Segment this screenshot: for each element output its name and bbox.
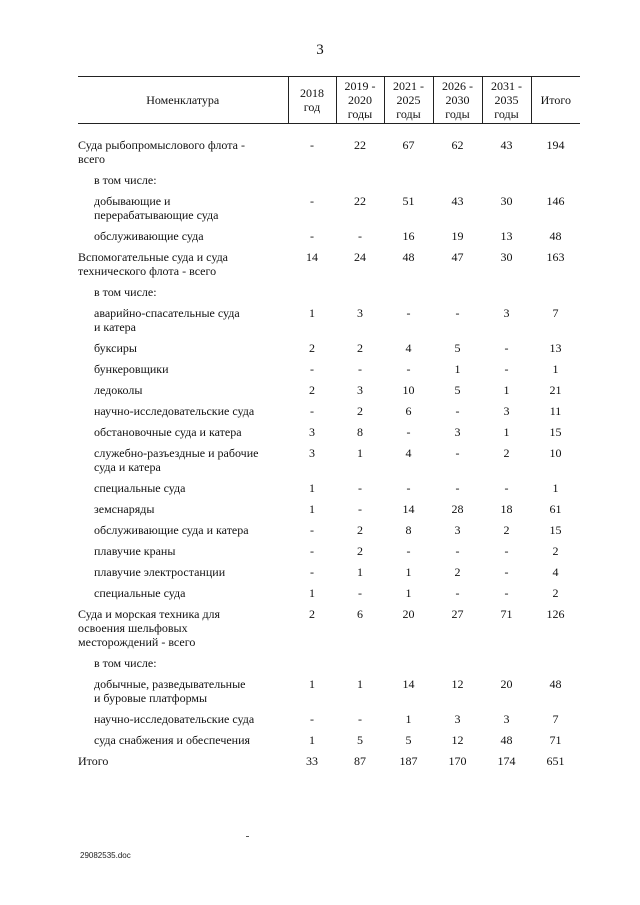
table-header-row [78,77,580,124]
document-id: 29082535.doc [80,851,131,860]
stray-mark [246,836,249,837]
table-row [78,586,580,607]
row-value: - [455,306,460,320]
cell-line: годы [494,107,519,121]
row-value [288,656,336,677]
cell-line: суда снабжения и обеспечения [94,733,251,747]
row-value: 24 [354,250,366,264]
cell-line: месторождений - всего [78,635,196,649]
row-value: 67 [402,138,415,152]
row-label [78,544,288,565]
row-value [336,656,384,677]
row-value: - [455,404,460,418]
row-value: 2 [503,446,510,460]
row-value: - [310,544,314,558]
row-value: 27 [451,607,464,621]
row-value: - [310,712,314,726]
row-value: 1 [309,677,315,691]
cell-line: Суда и морская техника для [78,607,221,621]
row-value: 14 [306,250,318,264]
table-row [78,138,580,173]
cell-line: и буровые платформы [94,691,208,705]
row-value [433,173,482,194]
cell-line: 2019 - [344,79,376,93]
row-value: 47 [451,250,464,264]
cell-line: 2025 [396,93,421,107]
row-label [78,446,288,481]
row-value: 61 [549,502,562,516]
cell-line: в том числе: [94,656,157,670]
row-value: 3 [503,306,510,320]
row-value: 13 [500,229,513,243]
row-value [288,285,336,306]
header-total [531,77,580,124]
row-value: 14 [402,502,415,516]
row-label [78,502,288,523]
row-value: 12 [451,677,464,691]
row-value: - [504,586,509,600]
cell-line: обстановочные суда и катера [94,425,242,439]
row-value: - [406,425,411,439]
table-row [78,565,580,586]
cell-line: технического флота - всего [78,264,217,278]
row-value: 1 [405,712,412,726]
cell-line: всего [78,152,106,166]
row-value: - [310,404,314,418]
cell-line: и катера [94,320,136,334]
row-value: 146 [546,194,565,208]
cell-line: суда и катера [94,460,161,474]
row-label [78,523,288,544]
row-value: - [406,306,411,320]
row-value: 20 [500,677,513,691]
row-label [78,383,288,404]
row-value: 43 [500,138,513,152]
cell-line: освоения шельфовых [78,621,188,635]
cell-line: обслуживающие суда [94,229,204,243]
table-row [78,341,580,362]
row-value: 1 [405,565,412,579]
cell-line: научно-исследовательские суда [94,404,255,418]
row-value: 3 [357,306,363,320]
cell-line: буксиры [94,341,137,355]
cell-line: 2026 - [442,79,473,93]
header-2031-2035 [482,77,531,124]
row-value: - [358,362,362,376]
cell-line: 2018 [300,86,324,100]
row-value: 48 [549,229,562,243]
cell-line: в том числе: [94,285,157,299]
row-value: 22 [354,138,366,152]
row-label [78,173,288,194]
cell-line: 2031 - [491,79,522,93]
cell-line: специальные суда [94,586,186,600]
row-value: 8 [357,425,363,439]
row-value: 2 [552,586,559,600]
row-value: 71 [500,607,513,621]
row-value: 163 [546,250,565,264]
header-2018 [288,77,336,124]
row-value: 1 [309,733,315,747]
row-value: - [406,544,411,558]
row-value: 1 [357,677,363,691]
cell-line: бункеровщики [94,362,169,376]
cell-line: год [303,100,321,114]
row-value: 87 [354,754,366,768]
table-row [78,383,580,404]
row-label [78,341,288,362]
row-value: 14 [402,677,415,691]
cell-line: обслуживающие суда и катера [94,523,249,537]
row-value: 12 [451,733,464,747]
cell-line: Суда рыбопромыслового флота - [78,138,245,152]
row-label [78,285,288,306]
row-value: 3 [454,425,461,439]
row-value: - [310,362,314,376]
row-value: 651 [546,754,565,768]
row-value [384,656,433,677]
row-value: 1 [552,481,559,495]
table-row [78,712,580,733]
row-value: 2 [503,523,510,537]
row-value: 1 [309,306,315,320]
row-value [482,173,531,194]
row-value: 2 [357,523,363,537]
row-value: 2 [309,607,315,621]
row-label [78,677,288,712]
row-value: 20 [402,607,415,621]
row-value: 1 [309,586,315,600]
table-row [78,425,580,446]
table-row [78,362,580,383]
table-row [78,404,580,425]
row-value: - [358,229,362,243]
row-value: 5 [454,341,461,355]
row-value: 3 [309,446,315,460]
row-value [336,285,384,306]
row-value: 21 [549,383,562,397]
row-value: 126 [546,607,565,621]
row-label [78,362,288,383]
row-value: - [504,565,509,579]
row-label [78,425,288,446]
cell-line: годы [445,107,470,121]
row-value: - [310,194,314,208]
table-row [78,677,580,712]
row-value: 3 [357,383,363,397]
cell-line: земснаряды [94,502,155,516]
row-value: 51 [402,194,415,208]
cell-line: специальные суда [94,481,186,495]
row-value: - [455,481,460,495]
row-value: 2 [454,565,461,579]
cell-line: служебно-разъездные и рабочие [94,446,259,460]
row-value: 1 [552,362,559,376]
row-value: - [455,446,460,460]
row-value: 1 [357,446,363,460]
cell-line: научно-исследовательские суда [94,712,255,726]
row-value: 1 [357,565,363,579]
row-value: - [406,481,411,495]
header-2019-2020 [336,77,384,124]
row-value: 3 [503,404,510,418]
row-value: 1 [309,502,315,516]
row-value: 1 [503,425,510,439]
row-value: 15 [549,425,562,439]
row-label [78,607,288,656]
row-value: - [358,481,362,495]
table-row [78,733,580,754]
table-row [78,229,580,250]
row-value: 7 [552,712,559,726]
row-value: - [504,481,509,495]
header-2021-2025 [384,77,433,124]
table-row [78,173,580,194]
row-value: 5 [405,733,412,747]
row-value: 62 [451,138,464,152]
row-label [78,712,288,733]
row-value: 28 [451,502,464,516]
row-value: 2 [357,341,363,355]
row-value: 43 [451,194,464,208]
row-value: 2 [309,383,315,397]
cell-line: перерабатывающие суда [94,208,219,222]
row-value: 174 [497,754,516,768]
row-value: - [358,712,362,726]
cell-line: Номенклатура [146,93,220,107]
row-value: 13 [549,341,562,355]
row-value: 33 [306,754,318,768]
row-value: 71 [549,733,562,747]
row-value: 4 [405,341,412,355]
cell-line: годы [347,107,373,121]
row-value: - [455,586,460,600]
row-value: 1 [309,481,315,495]
row-value: 4 [552,565,559,579]
row-label [78,138,288,173]
row-label [78,229,288,250]
cell-line: 2035 [494,93,519,107]
table-row [78,481,580,502]
row-value [384,173,433,194]
row-value [433,656,482,677]
row-value [336,173,384,194]
cell-line: в том числе: [94,173,157,187]
cell-line: Вспомогательные суда и суда [78,250,229,264]
row-value: 3 [309,425,315,439]
row-value: 48 [549,677,562,691]
row-label [78,481,288,502]
header-2026-2030 [433,77,482,124]
row-value: 10 [402,383,415,397]
table-row [78,285,580,306]
row-value: 2 [552,544,559,558]
row-value: - [310,565,314,579]
cell-line: Итого [540,93,571,107]
row-value: 194 [546,138,565,152]
table-row [78,306,580,341]
row-value: 1 [405,586,412,600]
row-value: 48 [500,733,513,747]
row-value: 7 [552,306,559,320]
row-value: 18 [500,502,513,516]
cell-line: 2020 [348,93,372,107]
header-nomenclature [78,77,288,124]
row-value: - [504,362,509,376]
row-label [78,656,288,677]
row-value: 15 [549,523,562,537]
row-value: 6 [357,607,363,621]
row-value: 2 [309,341,315,355]
row-value: 1 [454,362,461,376]
row-value: 5 [357,733,363,747]
row-label [78,754,288,775]
page-number: 3 [316,42,324,58]
row-label [78,586,288,607]
row-label [78,565,288,586]
cell-line: аварийно-спасательные суда [94,306,240,320]
row-value: 1 [503,383,510,397]
row-value: - [310,523,314,537]
row-value: 10 [549,446,562,460]
row-value: - [358,502,362,516]
row-value: - [358,586,362,600]
table-row [78,446,580,481]
row-value: 11 [549,404,562,418]
row-label [78,194,288,229]
cell-line: ледоколы [94,383,143,397]
row-value: - [455,544,460,558]
row-value: 3 [503,712,510,726]
row-value: 6 [405,404,412,418]
cell-line: плавучие краны [94,544,176,558]
row-value [531,285,580,306]
row-value: 2 [357,544,363,558]
table-row [78,754,580,775]
row-value: 8 [405,523,412,537]
cell-line: 2021 - [393,79,424,93]
row-value [433,285,482,306]
row-value: 3 [454,712,461,726]
row-value: 5 [454,383,461,397]
cell-line: 2030 [445,93,470,107]
row-value: - [504,544,509,558]
table-row [78,502,580,523]
table-row [78,607,580,656]
row-value [531,173,580,194]
row-label [78,733,288,754]
row-value: 4 [405,446,412,460]
row-value: 30 [500,250,513,264]
table-body [78,124,580,776]
cell-line: плавучие электростанции [94,565,226,579]
cell-line: Итого [78,754,109,768]
row-value: 187 [399,754,418,768]
row-label [78,404,288,425]
table-row [78,250,580,285]
nomenclature-table [78,76,580,775]
row-value [482,656,531,677]
cell-line: добывающие и [94,194,171,208]
row-value: 48 [402,250,415,264]
row-value: 19 [451,229,464,243]
table-row [78,544,580,565]
row-value: 3 [454,523,461,537]
row-value: 16 [402,229,415,243]
table-row [78,523,580,544]
row-value: - [406,362,411,376]
row-value: 2 [357,404,363,418]
row-value: - [310,229,314,243]
row-label [78,250,288,285]
cell-line: добычные, разведывательные [94,677,246,691]
cell-line: годы [396,107,421,121]
row-value [288,173,336,194]
row-value: 170 [448,754,467,768]
table-row [78,194,580,229]
row-value [384,285,433,306]
row-label [78,306,288,341]
row-value: - [310,138,314,152]
row-value [531,656,580,677]
row-value [482,285,531,306]
row-value: 22 [354,194,366,208]
table-row [78,656,580,677]
row-value: - [504,341,509,355]
row-value: 30 [500,194,513,208]
